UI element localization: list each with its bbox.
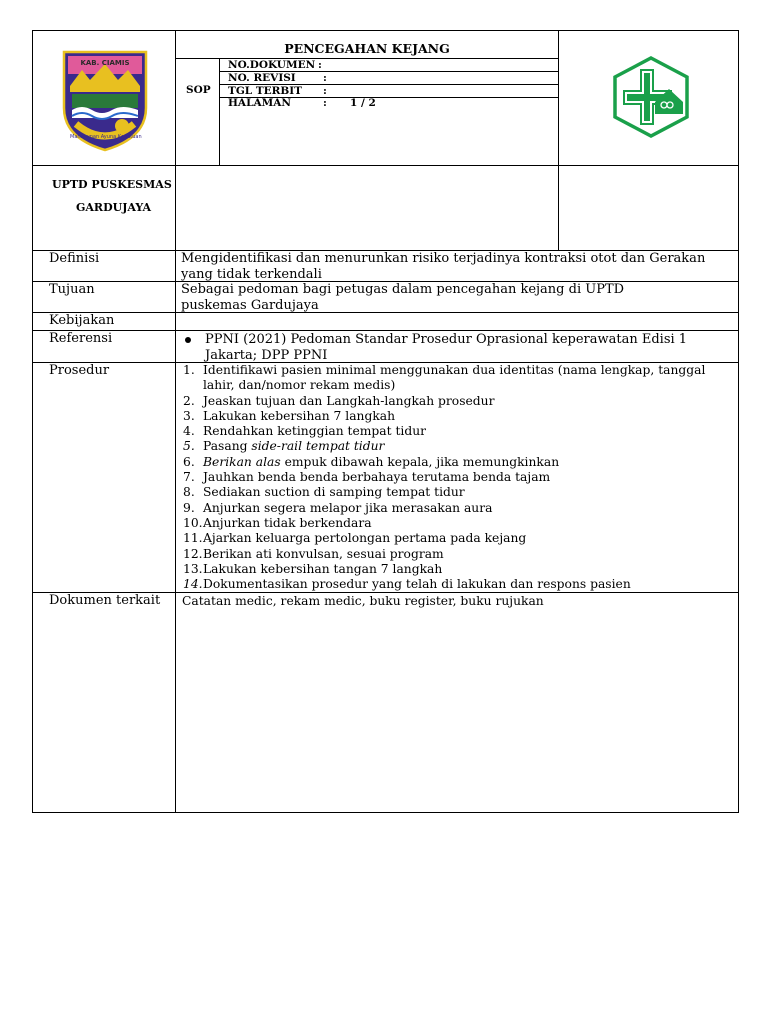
step-number: 13.	[183, 561, 203, 576]
step-number: 5.	[183, 439, 195, 454]
field-label: NO.DOKUMEN	[228, 59, 316, 71]
step-text: Dokumentasikan prosedur yang telah di lakukan dan respons pasien	[203, 577, 631, 592]
bullet-icon	[185, 337, 191, 343]
step-text: Pasang	[203, 439, 252, 454]
step-number: 9.	[183, 500, 195, 515]
definisi-label: Definisi	[49, 251, 100, 266]
step-text: Anjurkan tidak berkendara	[203, 515, 372, 530]
step-number: 7.	[183, 470, 195, 485]
step-text: Sediakan suction di samping tempat tidur	[203, 485, 465, 500]
list-item	[183, 562, 733, 577]
field-label: HALAMAN	[228, 97, 291, 109]
list-item	[183, 485, 733, 500]
step-number: 8.	[183, 485, 195, 500]
prosedur-steps	[183, 363, 733, 592]
field-separator: :	[323, 72, 327, 84]
step-text: Ajarkan keluarga pertolongan pertama pada kejang	[203, 531, 527, 546]
list-item	[183, 516, 733, 531]
step-text: Berikan ati konvulsan, sesuai program	[203, 546, 444, 561]
tujuan-label: Tujuan	[49, 282, 95, 297]
definisi-text: Mengidentifikasi dan menurunkan risiko terjadinya kontraksi otot dan Gerakan yang tidak terkendali	[181, 251, 706, 282]
list-item	[183, 409, 733, 424]
dokumen-terkait-label: Dokumen terkait	[49, 593, 161, 608]
list-item	[183, 455, 733, 470]
tujuan-text: Sebagai pedoman bagi petugas dalam pencegahan kejang di UPTD puskemas Gardujaya	[181, 282, 625, 313]
list-item	[183, 394, 733, 409]
list-item	[183, 439, 733, 454]
step-number: 1.	[183, 363, 195, 377]
prosedur-label: Prosedur	[49, 363, 110, 378]
step-number: 10.	[183, 515, 203, 530]
list-item	[183, 424, 733, 439]
list-item	[183, 470, 733, 485]
step-text: Lakukan kebersihan tangan 7 langkah	[203, 561, 443, 576]
step-number: 4.	[183, 424, 195, 439]
referensi-list	[183, 332, 728, 364]
field-label: NO. REVISI	[228, 72, 296, 84]
green-cross-house-icon	[611, 56, 691, 138]
step-text: Rendahkan ketinggian tempat tidur	[203, 424, 427, 439]
step-text-italic: side-rail tempat tidur	[251, 439, 385, 454]
logo-top-text: KAB. CIAMIS	[80, 59, 130, 67]
step-text: Lakukan kebersihan 7 langkah	[203, 408, 396, 423]
step-number: 14.	[183, 577, 203, 592]
step-text: Jeaskan tujuan dan Langkah-langkah prosedur	[203, 393, 495, 408]
field-no-dokumen	[228, 59, 322, 71]
list-item-continuation	[183, 378, 733, 393]
organization-name: UPTD PUSKESMAS	[52, 178, 172, 191]
field-value: 1 / 2	[350, 97, 376, 109]
step-number: 3.	[183, 408, 195, 423]
list-item	[183, 577, 733, 592]
list-item	[183, 547, 733, 562]
logo-motto: Mahayunan Ayuna Kadatuan	[70, 134, 142, 140]
referensi-label: Referensi	[49, 331, 113, 346]
field-separator: :	[323, 85, 327, 97]
step-text: empuk dibawah kepala, jika memungkinkan	[280, 454, 560, 469]
list-item	[183, 501, 733, 516]
step-text: Identifikawi pasien minimal menggunakan dua identitas (nama lengkap, tanggal	[203, 363, 706, 377]
kebijakan-label: Kebijakan	[49, 313, 115, 328]
step-text: Jauhkan benda benda berbahaya terutama benda tajam	[203, 470, 551, 485]
field-halaman	[228, 97, 376, 109]
referensi-item: PPNI (2021) Pedoman Standar Prosedur Oprasional keperawatan Edisi 1 Jakarta; DPP PPNI	[205, 332, 688, 363]
sop-label: SOP	[186, 84, 211, 96]
dokumen-terkait-text: Catatan medic, rekam medic, buku register, buku rujukan	[182, 594, 544, 608]
list-item	[183, 531, 733, 546]
organization-location: GARDUJAYA	[76, 201, 152, 214]
kabupaten-ciamis-logo	[60, 46, 150, 154]
step-text-italic: Berikan alas	[203, 454, 281, 469]
field-label: TGL TERBIT	[228, 85, 302, 97]
field-separator: :	[318, 59, 322, 71]
step-text: lahir, dan/nomor rekam medis)	[203, 378, 396, 393]
field-tgl-terbit	[228, 85, 327, 97]
field-separator: :	[323, 97, 327, 109]
list-item	[183, 363, 733, 378]
document-title: PENCEGAHAN KEJANG	[284, 41, 450, 56]
step-number: 12.	[183, 546, 203, 561]
step-number: 6.	[183, 454, 195, 469]
step-text: Anjurkan segera melapor jika merasakan aura	[203, 500, 493, 515]
field-no-revisi	[228, 72, 327, 84]
step-number: 11.	[183, 531, 203, 546]
step-number: 2.	[183, 393, 195, 408]
puskesmas-logo	[611, 56, 691, 138]
